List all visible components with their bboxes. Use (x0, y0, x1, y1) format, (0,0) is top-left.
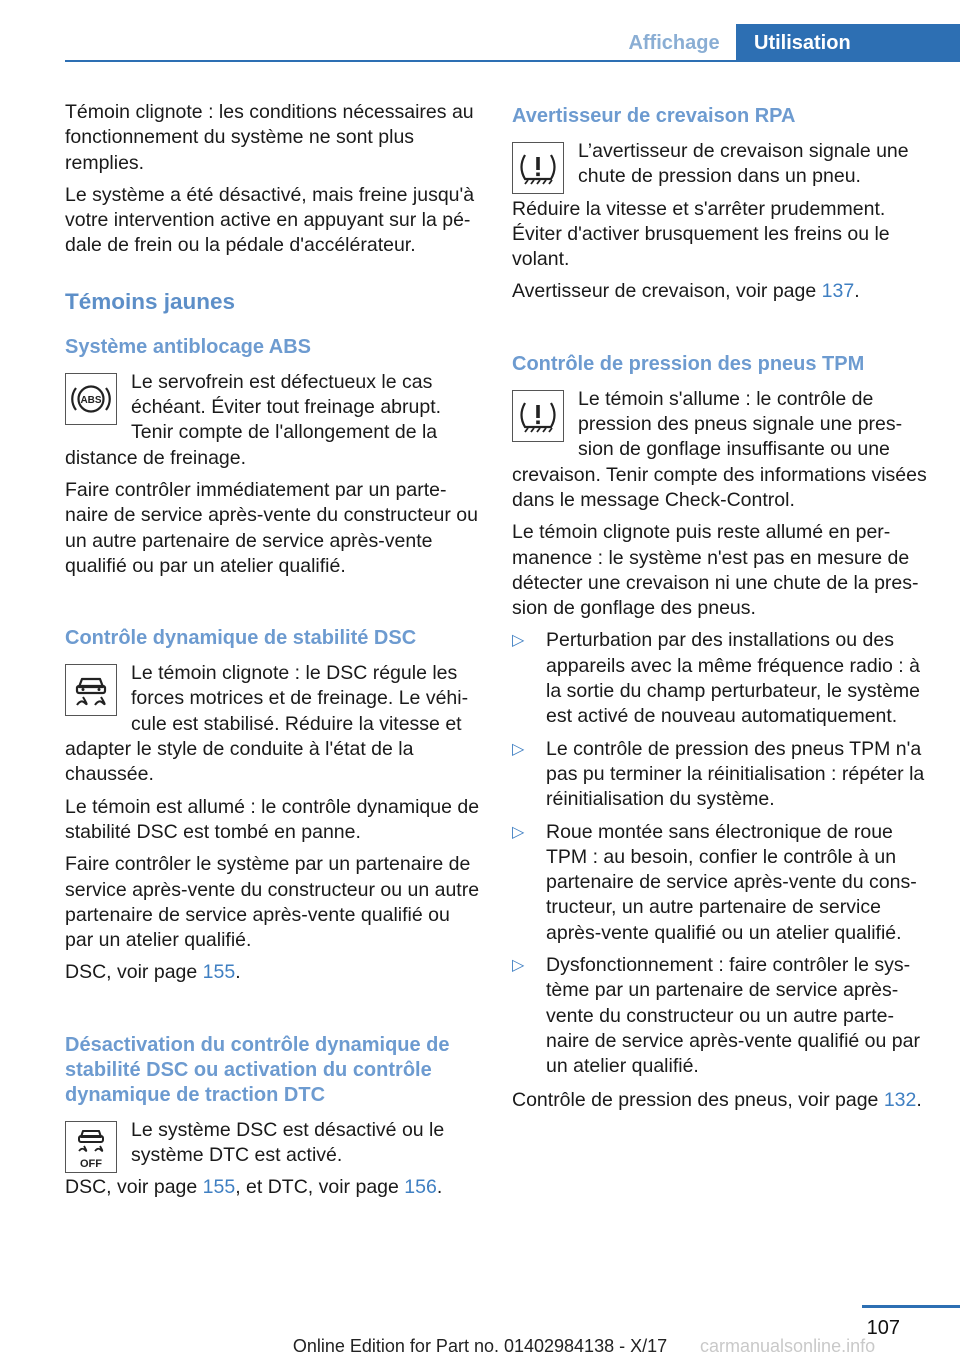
list-item: ▷ Roue montée sans électronique de roue TPM : au besoin, confier le contrôle à un partenaire de service après-vente du constructeur, un autre partenaire de service après-vente qualifié ou un atelier qualifié. (512, 820, 917, 944)
watermark: carmanualsonline.info (700, 1336, 876, 1356)
footer-rule (862, 1305, 960, 1308)
left-column (65, 100, 480, 1208)
svg-text:ABS: ABS (80, 394, 102, 406)
paragraph: Le témoin clignote : le DSC régule les forces motrices et de freinage. Le véhicule est stabilisé. Réduire la vitesse et adapter le style de conduite à l'état de la chaussée. (65, 662, 469, 786)
dsc-off-heading: Désactivation du contrôle dynamique de stabilité DSC ou activation du contrôle dynamique de traction DTC (65, 1033, 450, 1106)
page-link-155[interactable]: 155 (202, 961, 236, 984)
header-rule (65, 60, 960, 62)
paragraph: Le système DSC est désactivé ou le système DTC est activé. (131, 1118, 445, 1167)
dsc-reference: DSC, voir page 155. (65, 961, 241, 984)
tpm-bullet-list (512, 628, 930, 1079)
section-title: Témoins jaunes (65, 288, 236, 314)
right-column (512, 100, 930, 1120)
triangle-bullet-icon: ▷ (512, 740, 525, 758)
paragraph: Faire contrôler le système par un partenaire de service après-vente du constructeur ou un autre partenaire de service après-vente qualifié ou par un atelier qualifié. (65, 853, 480, 952)
paragraph: Le témoin s'allume : le contrôle de pression des pneus signale une pression de gonflage insuffisante ou une crevaison. Tenir compte des informations visées dans le message Check-Control. (512, 387, 927, 511)
tire-pressure-warning-icon (512, 142, 564, 194)
tab-utilisation[interactable]: Utilisation (736, 24, 960, 62)
paragraph: Faire contrôler immédiatement par un partenaire de service après-vente du constructeur ou un autre partenaire de service après-vente qualifié ou par un atelier qualifié. (65, 478, 478, 577)
abs-warning-icon (65, 373, 117, 425)
dsc-dtc-reference: DSC, voir page 155, et DTC, voir page 156. (65, 1176, 443, 1199)
dsc-off-icon (65, 1121, 117, 1173)
tpm-heading: Contrôle de pression des pneus TPM (512, 352, 865, 375)
off-label: OFF (80, 1157, 102, 1170)
page-link-132[interactable]: 132 (883, 1088, 917, 1111)
tab-affichage[interactable]: Affichage (628, 32, 720, 54)
paragraph: Le système a été désactivé, mais freine jusqu'à votre intervention active en appuyant sur la pédale de frein ou la pédale d'accélérateur. (65, 183, 475, 257)
paragraph: Le servofrein est défectueux le cas échéant. Éviter tout freinage abrupt. Tenir compte de l'allongement de la distance de freinage. (65, 370, 442, 469)
triangle-bullet-icon: ▷ (512, 823, 525, 841)
page-link-155[interactable]: 155 (202, 1176, 236, 1199)
paragraph: L’avertisseur de crevaison signale une chute de pression dans un pneu. (578, 140, 909, 188)
paragraph: Témoin clignote : les conditions nécessaires au fonctionnement du système ne sont plus remplies. (65, 101, 474, 174)
rpa-heading: Avertisseur de crevaison RPA (512, 105, 796, 127)
list-item: ▷ Perturbation par des installations ou des appareils avec la même fréquence radio : à la sortie du champ perturbateur, le système est activé de nouveau automatiquement. (512, 629, 920, 728)
paragraph: Le témoin est allumé : le contrôle dynamique de stabilité DSC est tombé en panne. (65, 795, 480, 843)
edition-line: Online Edition for Part no. 01402984138 - X/17 (292, 1336, 668, 1356)
dsc-heading: Contrôle dynamique de stabilité DSC (65, 627, 417, 650)
page-link-156[interactable]: 156 (404, 1176, 437, 1199)
dsc-car-skid-icon (65, 664, 117, 716)
tire-pressure-warning-icon (512, 390, 564, 442)
list-item: ▷ Dysfonctionnement : faire contrôler le système par un partenaire de service après-vente du constructeur ou un autre partenaire de service après-vente qualifié ou par un atelier qualifié. (512, 954, 920, 1078)
triangle-bullet-icon: ▷ (512, 632, 525, 650)
page-number: 107 (866, 1317, 900, 1339)
paragraph: Réduire la vitesse et s'arrêter prudemment. Éviter d'activer brusquement les freins ou le volant. (512, 197, 890, 271)
paragraph: Le témoin clignote puis reste allumé en permanence : le système n'est pas en mesure de détecter une crevaison ni une chute de la pression de gonflage des pneus. (512, 521, 919, 620)
list-item: ▷ Le contrôle de pression des pneus TPM n'a pas pu terminer la réinitialisation : répéter la réinitialisation du système. (512, 737, 925, 811)
abs-heading: Système antiblocage ABS (65, 335, 312, 358)
tpm-reference: Contrôle de pression des pneus, voir page 132. (512, 1088, 922, 1111)
triangle-bullet-icon: ▷ (512, 957, 525, 975)
page-link-137[interactable]: 137 (821, 280, 855, 303)
rpa-reference: Avertisseur de crevaison, voir page 137. (512, 280, 860, 303)
